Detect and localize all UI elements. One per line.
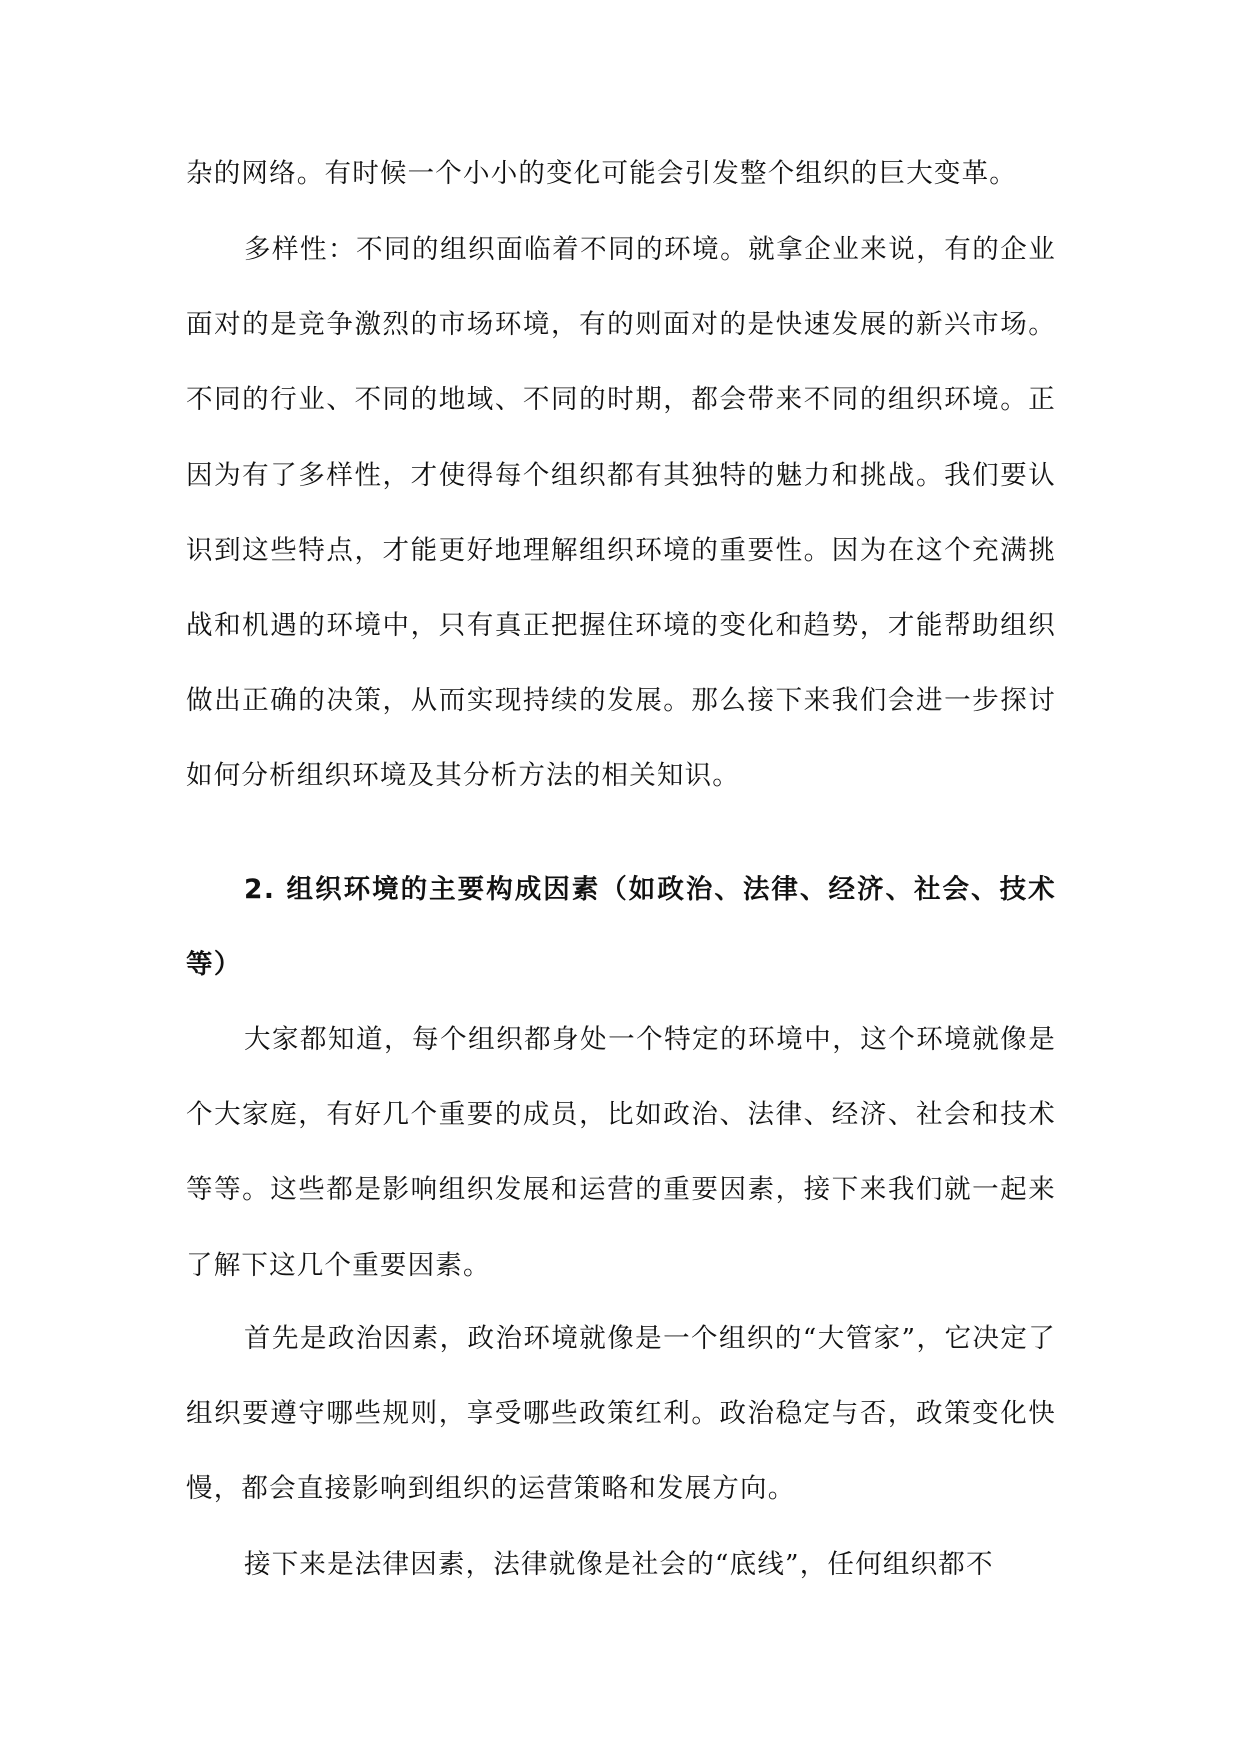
- paragraph-continuation: 杂的网络。有时候一个小小的变化可能会引发整个组织的巨大变革。: [186, 158, 1017, 189]
- paragraph-legal-factor: 接下来是法律因素，法律就像是社会的“底线”，任何组织都不: [244, 1549, 994, 1580]
- paragraph-intro: 大家都知道，每个组织都身处一个特定的环境中，这个环境就像是个大家庭，有好几个重要的成员，比如政治、法律、经济、社会和技术等等。这些都是影响组织发展和运营的重要因素，接下来我们就一起来了解下这几个重要因素。: [186, 1024, 1056, 1281]
- section-heading: 2. 组织环境的主要构成因素（如政治、法律、经济、社会、技术等）: [186, 874, 1056, 981]
- paragraph-political-factor: 首先是政治因素，政治环境就像是一个组织的“大管家”，它决定了组织要遵守哪些规则，享受哪些政策红利。政治稳定与否，政策变化快慢，都会直接影响到组织的运营策略和发展方向。: [186, 1323, 1056, 1505]
- paragraph-diversity: 多样性：不同的组织面临着不同的环境。就拿企业来说，有的企业面对的是竞争激烈的市场环境，有的则面对的是快速发展的新兴市场。不同的行业、不同的地域、不同的时期，都会带来不同的组织环境。正因为有了多样性，才使得每个组织都有其独特的魅力和挑战。我们要认识到这些特点，才能更好地理解组织环境的重要性。因为在这个充满挑战和机遇的环境中，只有真正把握住环境的变化和趋势，才能帮助组织做出正确的决策，从而实现持续的发展。那么接下来我们会进一步探讨如何分析组织环境及其分析方法的相关知识。: [186, 234, 1056, 792]
